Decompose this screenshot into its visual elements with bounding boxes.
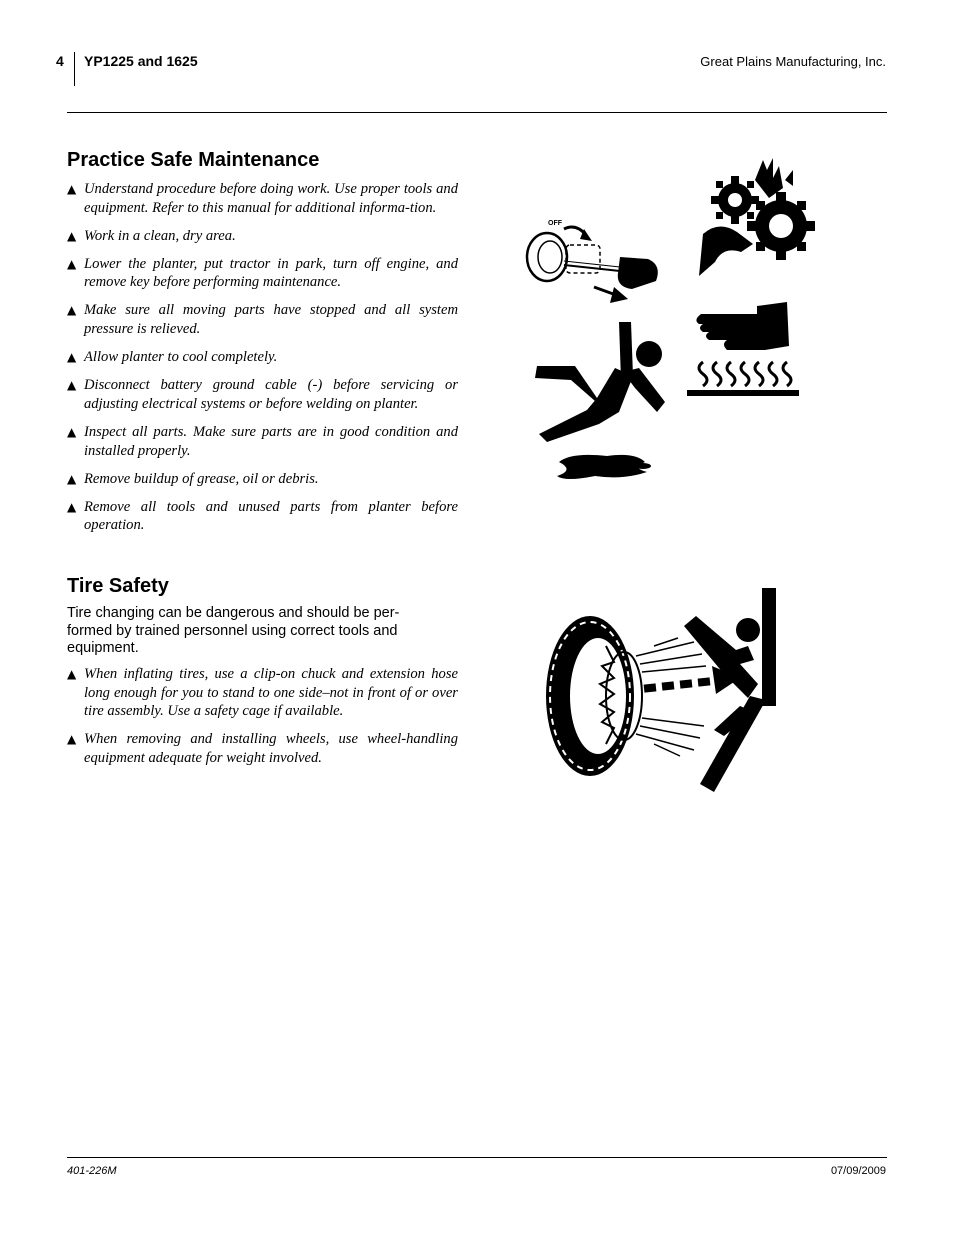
key-off-label: OFF (548, 220, 562, 227)
warning-triangle-icon: ▲ (67, 471, 77, 486)
warning-triangle-icon: ▲ (67, 378, 77, 393)
doc-date: 07/09/2009 (830, 1165, 886, 1177)
tire-intro: Tire changing can be dangerous and should be per-formed by trained personnel using correct tools and equipment. (67, 605, 400, 656)
page-number: 4 (56, 53, 64, 69)
footer-rule (67, 1157, 887, 1158)
warning-triangle-icon: ▲ (67, 499, 77, 514)
list-item: ▲ Understand procedure before doing work. Use proper tools and equipment. Refer to this manual for additional informa-tion. (67, 181, 458, 216)
warning-triangle-icon: ▲ (67, 303, 77, 318)
warning-triangle-icon: ▲ (67, 667, 77, 681)
company-name: Great Plains Manufacturing, Inc. (700, 54, 886, 69)
section-title-tire: Tire Safety (67, 575, 169, 597)
hot-surface-icon (687, 302, 801, 400)
list-item: ▲ Allow planter to cool completely. (67, 349, 278, 366)
list-item: ▲ Work in a clean, dry area. (67, 227, 236, 244)
warning-triangle-icon: ▲ (67, 732, 77, 747)
slip-hazard-icon (535, 320, 667, 484)
list-item: ▲ Disconnect battery ground cable (-) before servicing or adjusting electrical systems or before welding on planter. (67, 377, 458, 412)
list-item: ▲ Lower the planter, put tractor in park, turn off engine, and remove key before performing maintenance. (67, 255, 458, 291)
warning-triangle-icon: ▲ (67, 256, 77, 271)
warning-triangle-icon: ▲ (67, 350, 77, 365)
warning-triangle-icon: ▲ (67, 424, 77, 439)
doc-number: 401-226M (67, 1165, 117, 1177)
list-item: ▲ When inflating tires, use a clip-on chuck and extension hose long enough for you to stand to one side–not in front of or over tire assembly. Use a safety cage if available. (67, 666, 458, 720)
model-title: YP1225 and 1625 (84, 53, 198, 69)
tire-list (67, 665, 458, 777)
list-item: ▲ Inspect all parts. Make sure parts are in good condition and installed properly. (67, 423, 458, 459)
warning-triangle-icon: ▲ (67, 182, 77, 196)
warning-triangle-icon: ▲ (67, 228, 77, 243)
list-item: ▲ Remove buildup of grease, oil or debris. (67, 470, 319, 487)
header-divider (74, 52, 75, 86)
list-item: ▲ Make sure all moving parts have stopped and all system pressure is relieved. (67, 302, 458, 338)
list-item: ▲ When removing and installing wheels, use wheel-handling equipment adequate for weight involved. (67, 731, 458, 766)
maintenance-list (67, 180, 458, 544)
list-item: ▲ Remove all tools and unused parts from planter before operation. (67, 498, 458, 534)
header-rule (67, 112, 887, 113)
tire-explosion-icon (544, 586, 776, 794)
gear-entanglement-icon (697, 158, 821, 280)
ignition-key-icon (520, 215, 670, 305)
section-title-maintenance: Practice Safe Maintenance (67, 149, 320, 171)
